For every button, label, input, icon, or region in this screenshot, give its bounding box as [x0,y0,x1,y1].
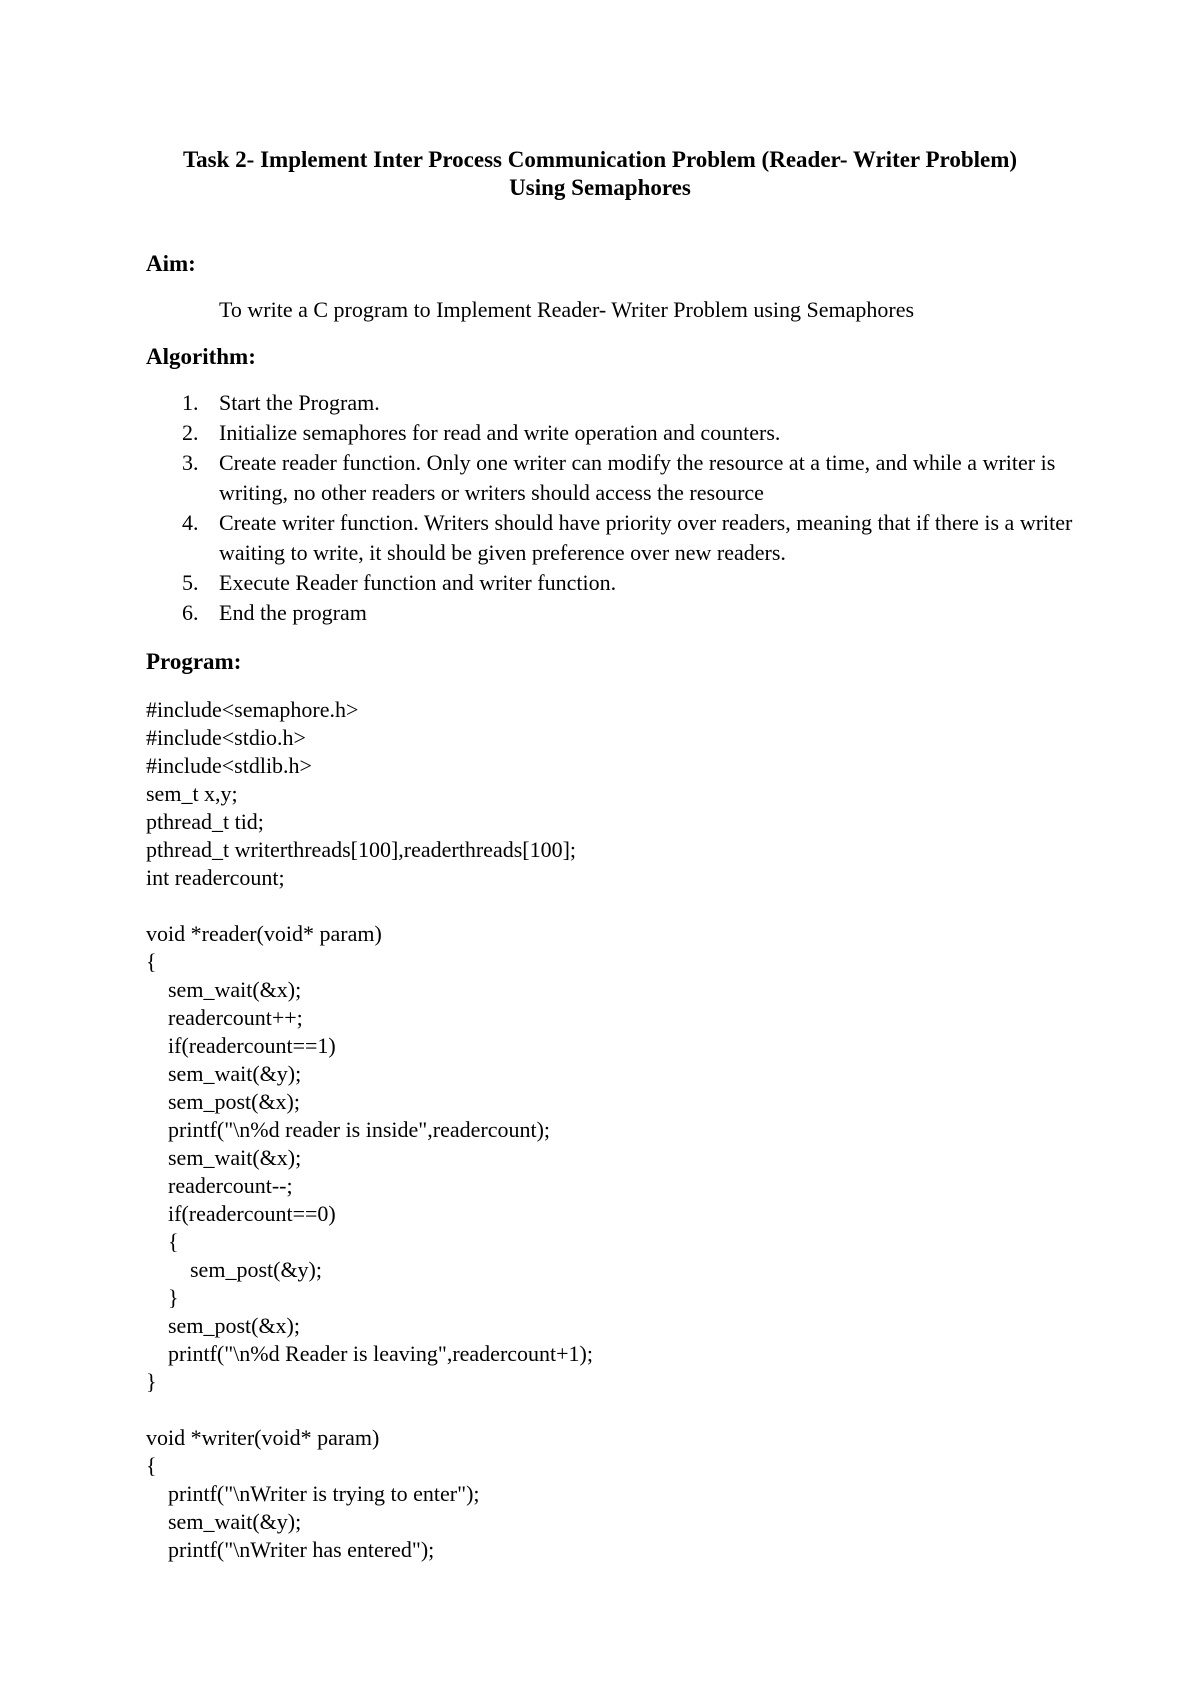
program-heading: Program: [146,649,242,674]
code-block [146,696,593,1564]
step-text: Create writer function. Writers should have priority over readers, meaning that if there is a writer waiting to write, it should be given preference over new readers. [219,510,1073,565]
aim-text: To write a C program to Implement Reader- Writer Problem using Semaphores [219,297,915,322]
title-line-2: Using Semaphores [509,175,691,200]
code-line: #include<semaphore.h> [146,697,359,722]
code-line [146,1396,593,1424]
code-line: if(readercount==0) [146,1201,336,1226]
step-text: Initialize semaphores for read and write operation and counters. [219,420,781,445]
step-number: 4. [182,510,199,535]
algorithm-step [146,568,1076,598]
code-line: void *writer(void* param) [146,1425,380,1450]
step-number: 5. [182,570,199,595]
code-line: sem_t x,y; [146,781,238,806]
step-text: Create reader function. Only one writer can modify the resource at a time, and while a writer is writing, no other readers or writers should access the resource [219,450,1056,505]
step-text: Start the Program. [219,390,380,415]
algorithm-step [146,508,1076,568]
code-line: { [146,949,157,974]
code-line: pthread_t tid; [146,809,264,834]
code-line: { [146,1453,157,1478]
code-line: } [146,1285,179,1310]
step-number: 3. [182,450,199,475]
document-title [0,146,1200,202]
algorithm-step [146,448,1076,508]
algorithm-heading: Algorithm: [146,344,256,369]
code-line: #include<stdio.h> [146,725,306,750]
code-line: sem_wait(&y); [146,1061,302,1086]
step-text: Execute Reader function and writer function. [219,570,617,595]
step-text: End the program [219,600,367,625]
aim-heading: Aim: [146,251,196,276]
code-line: readercount++; [146,1005,303,1030]
code-line: } [146,1369,157,1394]
code-line: int readercount; [146,865,285,890]
code-line: printf("\n%d Reader is leaving",readercount+1); [146,1341,593,1366]
code-line: printf("\nWriter is trying to enter"); [146,1481,480,1506]
code-line: sem_post(&y); [146,1257,322,1282]
code-line: #include<stdlib.h> [146,753,312,778]
code-line: void *reader(void* param) [146,921,382,946]
code-line: printf("\nWriter has entered"); [146,1537,435,1562]
code-line: sem_wait(&y); [146,1509,302,1534]
code-line: { [146,1229,179,1254]
algorithm-step [146,418,1076,448]
step-number: 1. [182,390,199,415]
step-number: 6. [182,600,199,625]
code-line: pthread_t writerthreads[100],readerthreads[100]; [146,837,577,862]
code-line: sem_post(&x); [146,1313,300,1338]
code-line: readercount--; [146,1173,293,1198]
code-line: if(readercount==1) [146,1033,336,1058]
algorithm-step [146,388,1076,418]
code-line: printf("\n%d reader is inside",readercount); [146,1117,551,1142]
algorithm-step [146,598,1076,628]
code-line: sem_wait(&x); [146,1145,302,1170]
algorithm-list [146,388,1076,628]
title-line-1: Task 2- Implement Inter Process Communication Problem (Reader- Writer Problem) [182,147,1018,172]
code-line [146,892,593,920]
code-line: sem_wait(&x); [146,977,302,1002]
code-line: sem_post(&x); [146,1089,300,1114]
step-number: 2. [182,420,199,445]
